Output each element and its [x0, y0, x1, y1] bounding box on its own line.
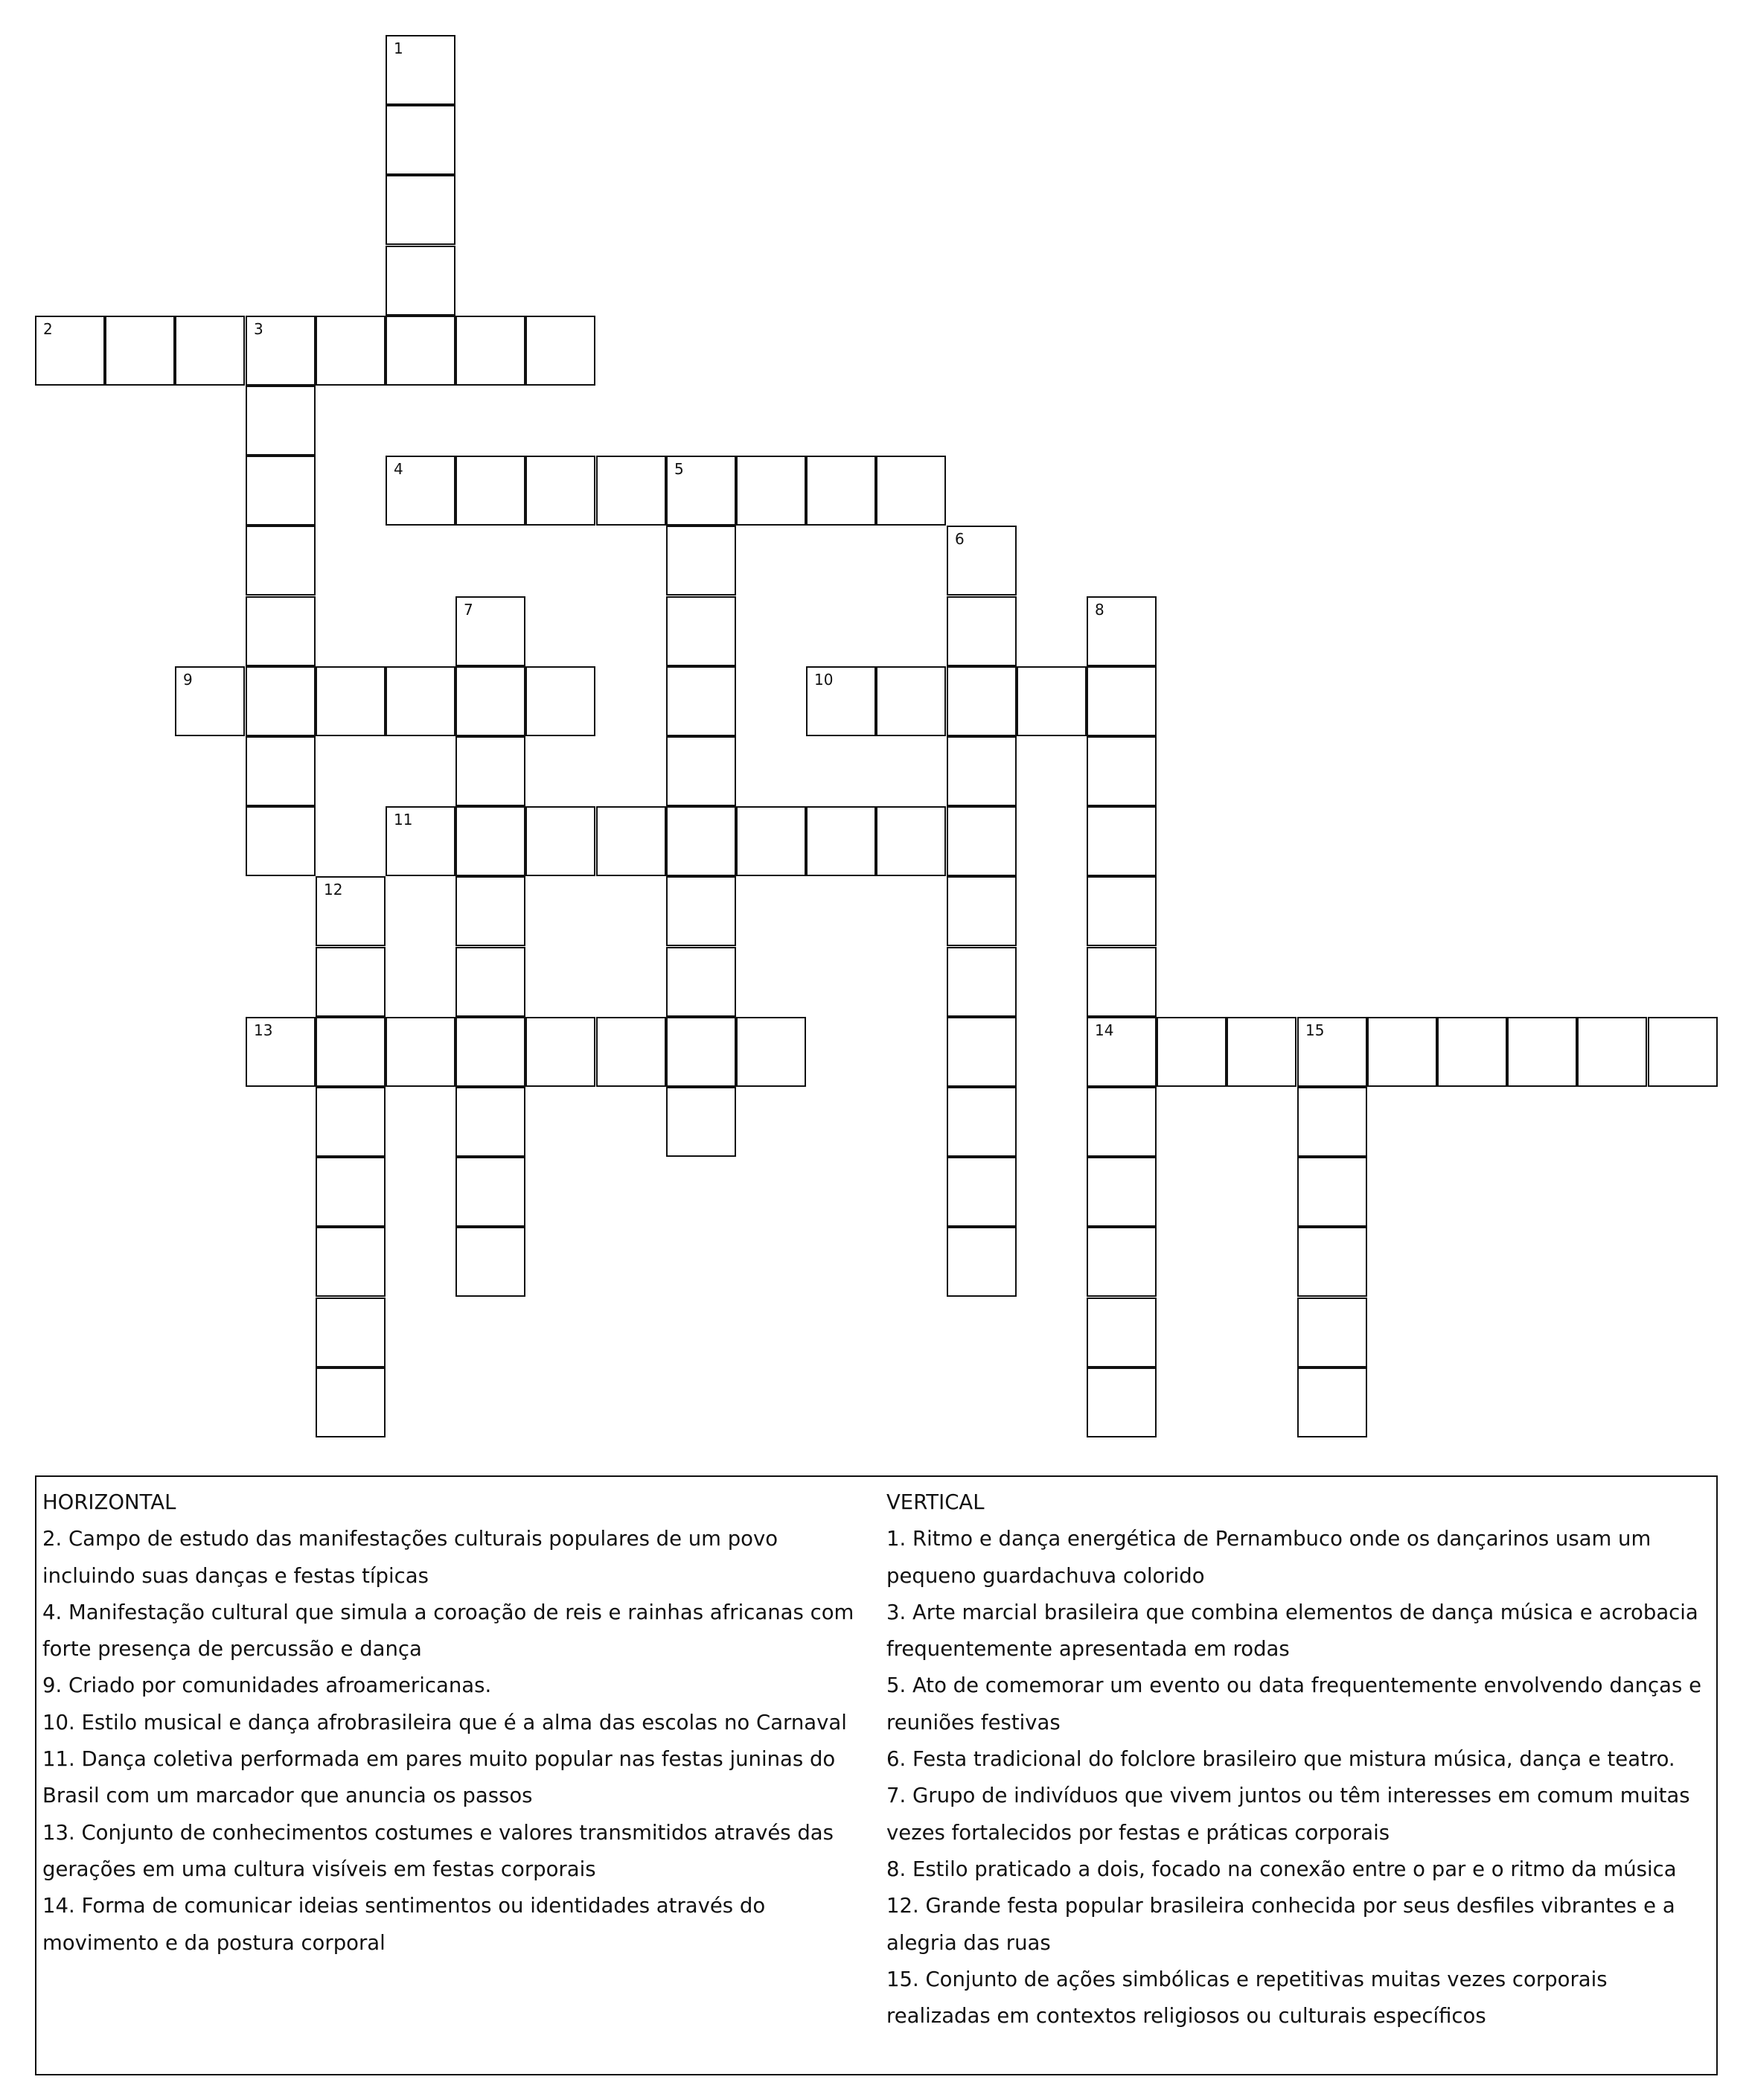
clue-number: 8	[1095, 601, 1104, 619]
grid-cell[interactable]	[1437, 1017, 1507, 1087]
grid-cell[interactable]	[876, 666, 946, 736]
clue-across-4: 4. Manifestação cultural que simula a coroação de reis e rainhas africanas com forte presença de percussão e dança	[42, 1600, 854, 1662]
grid-cell[interactable]	[736, 1017, 806, 1087]
grid-cell[interactable]	[386, 316, 455, 386]
clue-down-5: 5. Ato de comemorar um evento ou data frequentemente envolvendo danças e reuniões festivas	[886, 1673, 1702, 1734]
grid-cell[interactable]	[455, 806, 525, 876]
grid-cell[interactable]	[455, 1017, 525, 1087]
grid-cell[interactable]	[316, 1017, 386, 1087]
grid-cell[interactable]	[947, 596, 1017, 666]
grid-cell[interactable]	[1507, 1017, 1577, 1087]
grid-cell[interactable]	[1227, 1017, 1296, 1087]
grid-cell[interactable]	[1577, 1017, 1647, 1087]
grid-cell[interactable]	[666, 806, 736, 876]
grid-cell[interactable]	[1087, 1227, 1157, 1297]
grid-cell[interactable]	[246, 316, 316, 386]
grid-cell[interactable]	[316, 316, 386, 386]
grid-cell[interactable]	[1087, 1367, 1157, 1437]
clues-box	[35, 1475, 1718, 2075]
clue-down-8: 8. Estilo praticado a dois, focado na conexão entre o par e o ritmo da música	[886, 1857, 1677, 1881]
vertical-clues	[886, 1484, 1713, 2034]
grid-cell[interactable]	[455, 1227, 525, 1297]
grid-cell[interactable]	[175, 316, 245, 386]
grid-cell[interactable]	[246, 736, 316, 806]
clue-down-15: 15. Conjunto de ações simbólicas e repetitivas muitas vezes corporais realizadas em contextos religiosos ou culturais específicos	[886, 1967, 1608, 2029]
clue-number: 15	[1305, 1021, 1325, 1039]
clue-number: 11	[394, 811, 413, 829]
clue-across-11: 11. Dança coletiva performada em pares muito popular nas festas juninas do Brasil com um marcador que anuncia os passos	[42, 1747, 836, 1808]
clue-number: 7	[464, 601, 473, 619]
grid-cell[interactable]	[246, 456, 316, 526]
grid-cell[interactable]	[1648, 1017, 1718, 1087]
grid-cell[interactable]	[666, 526, 736, 596]
clue-number: 3	[254, 320, 263, 338]
grid-cell[interactable]	[947, 666, 1017, 736]
grid-cell[interactable]	[455, 947, 525, 1017]
grid-cell[interactable]	[386, 456, 455, 526]
grid-cell[interactable]	[736, 456, 806, 526]
grid-cell[interactable]	[666, 947, 736, 1017]
grid-cell[interactable]	[386, 105, 455, 175]
grid-cell[interactable]	[947, 1087, 1017, 1157]
grid-cell[interactable]	[736, 806, 806, 876]
grid-cell[interactable]	[1087, 736, 1157, 806]
grid-cell[interactable]	[455, 316, 525, 386]
clue-down-1: 1. Ritmo e dança energética de Pernambuco onde os dançarinos usam um pequeno guardachuva colorido	[886, 1527, 1652, 1588]
grid-cell[interactable]	[666, 596, 736, 666]
grid-cell[interactable]	[386, 1017, 455, 1087]
grid-cell[interactable]	[386, 175, 455, 245]
clue-across-13: 13. Conjunto de conhecimentos costumes e valores transmitidos através das gerações em uma cultura visíveis em festas corporais	[42, 1820, 834, 1881]
grid-cell[interactable]	[1087, 1087, 1157, 1157]
grid-cell[interactable]	[316, 1157, 386, 1227]
clue-down-12: 12. Grande festa popular brasileira conhecida por seus desfiles vibrantes e a alegria das ruas	[886, 1894, 1675, 1955]
grid-cell[interactable]	[666, 876, 736, 946]
grid-cell[interactable]	[246, 666, 316, 736]
grid-cell[interactable]	[1087, 947, 1157, 1017]
grid-cell[interactable]	[316, 947, 386, 1017]
grid-cell[interactable]	[1157, 1017, 1227, 1087]
horizontal-clues	[42, 1484, 876, 1962]
grid-cell[interactable]	[246, 1017, 316, 1087]
clue-down-7: 7. Grupo de indivíduos que vivem juntos ou têm interesses em comum muitas vezes fortalecidos por festas e práticas corporais	[886, 1784, 1690, 1845]
grid-cell[interactable]	[455, 456, 525, 526]
clue-across-14: 14. Forma de comunicar ideias sentimentos ou identidades através do movimento e da postura corporal	[42, 1894, 766, 1955]
grid-cell[interactable]	[876, 806, 946, 876]
grid-cell[interactable]	[666, 666, 736, 736]
grid-cell[interactable]	[316, 1087, 386, 1157]
grid-cell[interactable]	[246, 596, 316, 666]
clue-across-9: 9. Criado por comunidades afroamericanas.	[42, 1673, 492, 1698]
grid-cell[interactable]	[947, 526, 1017, 596]
grid-cell[interactable]	[316, 876, 386, 946]
grid-cell[interactable]	[596, 806, 666, 876]
grid-cell[interactable]	[316, 666, 386, 736]
grid-cell[interactable]	[1087, 1017, 1157, 1087]
grid-cell[interactable]	[1297, 1087, 1367, 1157]
horizontal-title: HORIZONTAL	[42, 1490, 176, 1514]
grid-cell[interactable]	[947, 806, 1017, 876]
grid-cell[interactable]	[175, 666, 245, 736]
grid-cell[interactable]	[525, 316, 595, 386]
grid-cell[interactable]	[1087, 666, 1157, 736]
grid-cell[interactable]	[316, 1298, 386, 1367]
grid-cell[interactable]	[947, 1157, 1017, 1227]
grid-cell[interactable]	[1087, 876, 1157, 946]
clue-number: 6	[955, 530, 965, 548]
grid-cell[interactable]	[1087, 1298, 1157, 1367]
grid-cell[interactable]	[666, 1017, 736, 1087]
grid-cell[interactable]	[1087, 1157, 1157, 1227]
grid-cell[interactable]	[596, 456, 666, 526]
grid-cell[interactable]	[806, 456, 876, 526]
grid-cell[interactable]	[876, 456, 946, 526]
clue-number: 2	[43, 320, 53, 338]
clue-down-3: 3. Arte marcial brasileira que combina elementos de dança música e acrobacia frequentemente apresentada em rodas	[886, 1600, 1698, 1662]
grid-cell[interactable]	[806, 666, 876, 736]
grid-cell[interactable]	[666, 456, 736, 526]
grid-cell[interactable]	[386, 806, 455, 876]
grid-cell[interactable]	[246, 806, 316, 876]
grid-cell[interactable]	[525, 806, 595, 876]
grid-cell[interactable]	[455, 876, 525, 946]
grid-cell[interactable]	[947, 1017, 1017, 1087]
clue-down-6: 6. Festa tradicional do folclore brasileiro que mistura música, dança e teatro.	[886, 1747, 1675, 1772]
grid-cell[interactable]	[455, 1157, 525, 1227]
grid-cell[interactable]	[455, 1087, 525, 1157]
grid-cell[interactable]	[1087, 596, 1157, 666]
clue-across-2: 2. Campo de estudo das manifestações culturais populares de um povo incluindo suas danças e festas típicas	[42, 1527, 778, 1588]
grid-cell[interactable]	[386, 666, 455, 736]
clue-number: 12	[324, 881, 343, 899]
grid-cell[interactable]	[105, 316, 175, 386]
grid-cell[interactable]	[246, 386, 316, 456]
grid-cell[interactable]	[525, 1017, 595, 1087]
grid-cell[interactable]	[455, 596, 525, 666]
clue-number: 14	[1095, 1021, 1114, 1039]
grid-cell[interactable]	[947, 876, 1017, 946]
grid-cell[interactable]	[947, 947, 1017, 1017]
clue-number: 1	[394, 39, 403, 57]
clue-number: 5	[674, 460, 684, 478]
clue-number: 13	[254, 1021, 273, 1039]
grid-cell[interactable]	[666, 736, 736, 806]
grid-cell[interactable]	[246, 526, 316, 596]
grid-cell[interactable]	[455, 666, 525, 736]
grid-cell[interactable]	[525, 456, 595, 526]
grid-cell[interactable]	[386, 35, 455, 105]
grid-cell[interactable]	[1297, 1157, 1367, 1227]
grid-cell[interactable]	[316, 1367, 386, 1437]
grid-cell[interactable]	[1297, 1298, 1367, 1367]
grid-cell[interactable]	[947, 736, 1017, 806]
vertical-title: VERTICAL	[886, 1490, 985, 1514]
grid-cell[interactable]	[947, 1227, 1017, 1297]
clue-number: 4	[394, 460, 403, 478]
grid-cell[interactable]	[1017, 666, 1087, 736]
grid-cell[interactable]	[1297, 1227, 1367, 1297]
grid-cell[interactable]	[455, 736, 525, 806]
clue-across-10: 10. Estilo musical e dança afrobrasileira que é a alma das escolas no Carnaval	[42, 1710, 847, 1734]
grid-cell[interactable]	[1367, 1017, 1437, 1087]
grid-cell[interactable]	[666, 1087, 736, 1157]
grid-cell[interactable]	[1297, 1367, 1367, 1437]
grid-cell[interactable]	[1297, 1017, 1367, 1087]
grid-cell[interactable]	[806, 806, 876, 876]
grid-cell[interactable]	[316, 1227, 386, 1297]
clue-number: 9	[183, 671, 193, 689]
clue-number: 10	[814, 671, 834, 689]
grid-cell[interactable]	[525, 666, 595, 736]
grid-cell[interactable]	[35, 316, 105, 386]
grid-cell[interactable]	[1087, 806, 1157, 876]
grid-cell[interactable]	[386, 246, 455, 316]
grid-cell[interactable]	[596, 1017, 666, 1087]
